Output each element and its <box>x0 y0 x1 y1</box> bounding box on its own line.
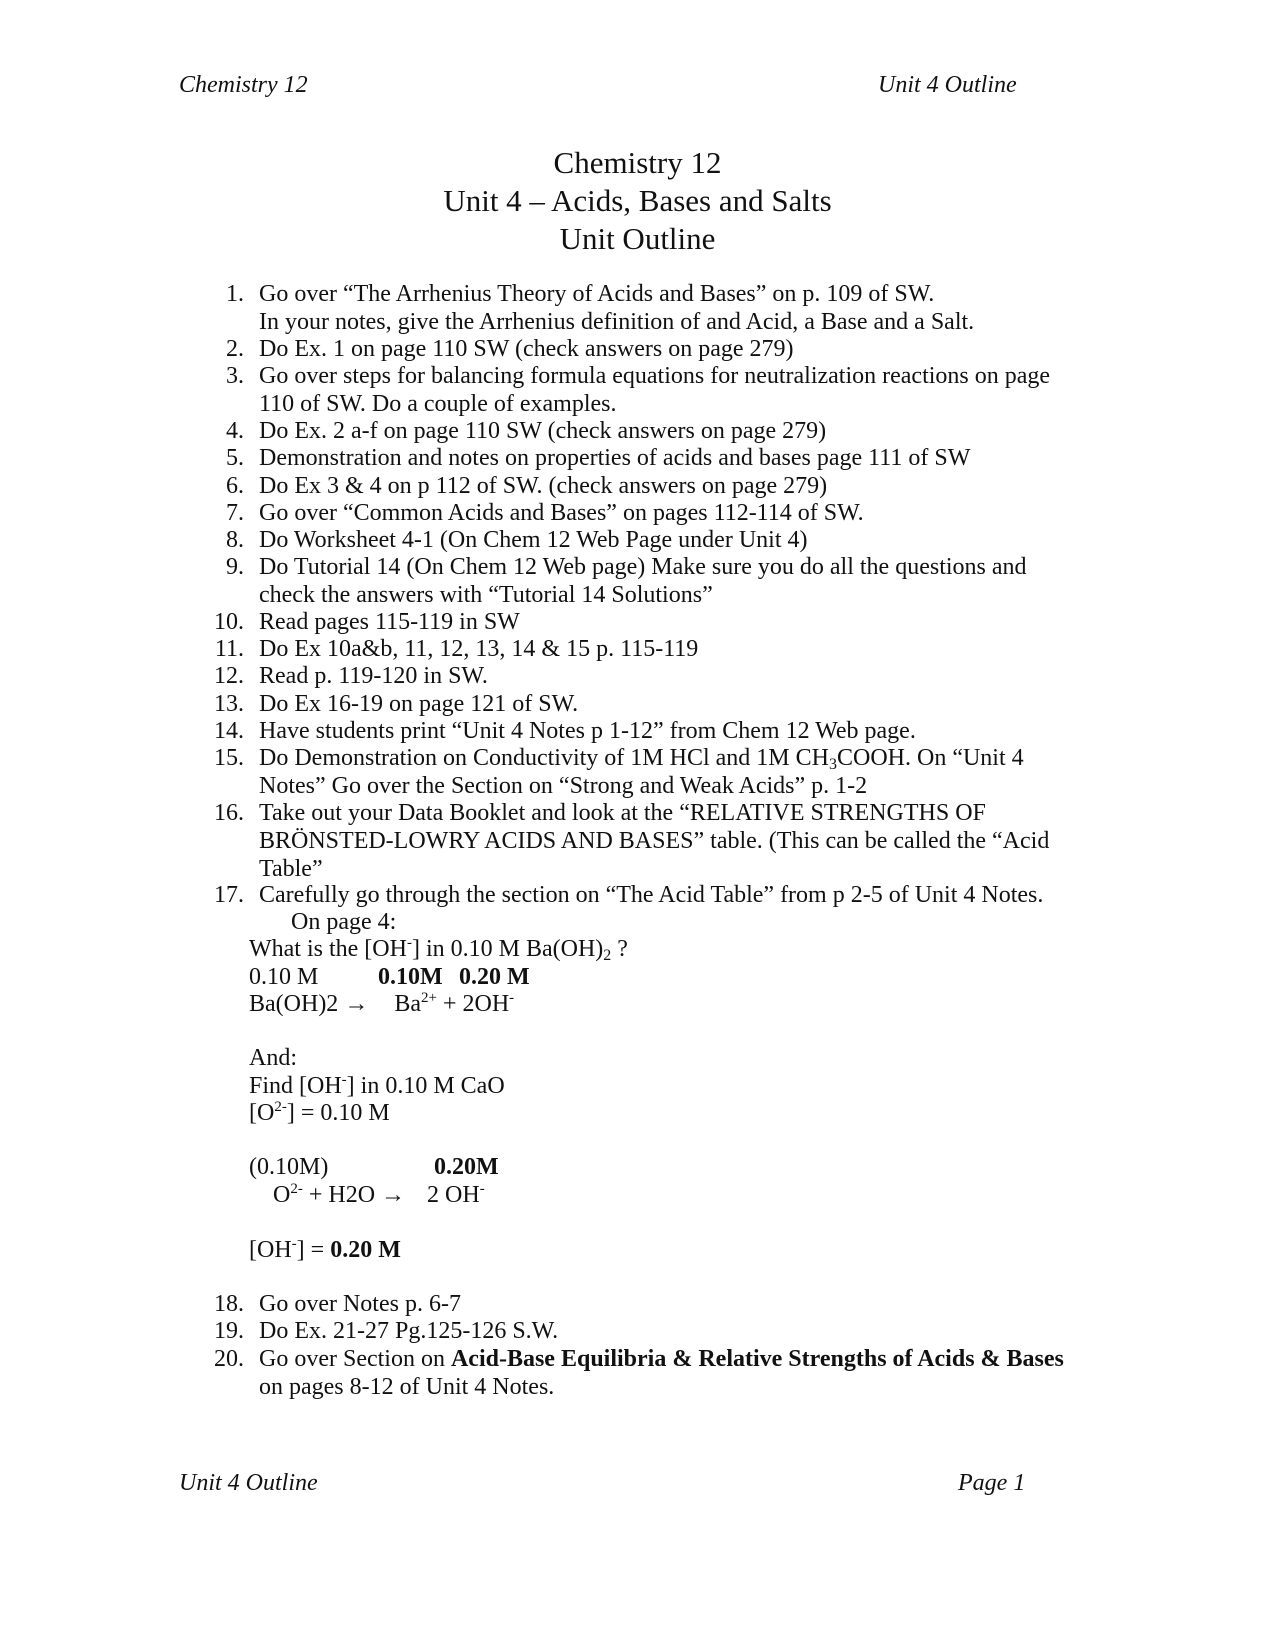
item-text: Go over Section on Acid-Base Equilibria & Relative Strengths of Acids & Bases <box>259 1346 1064 1372</box>
title-line-1: Chemistry 12 <box>553 145 722 180</box>
item-text: Do Ex 10a&b, 11, 12, 13, 14 & 15 p. 115-119 <box>259 636 699 662</box>
item-text: BRÖNSTED-LOWRY ACIDS AND BASES” table. (This can be called the “Acid <box>259 828 1050 854</box>
item-number: 16. <box>214 800 244 826</box>
item-number: 1. <box>226 281 244 307</box>
concentration-value: 0.10 M <box>249 964 319 990</box>
oxide-concentration: $[O^{2-}] = 0.10$ M <box>249 1099 390 1126</box>
equation-1: $Ba(OH)2 \to Ba^{2+} + 2OH^-$ <box>249 990 515 1017</box>
concentration-value: 0.20M <box>434 1154 499 1180</box>
item-text: Do Ex. 1 on page 110 SW (check answers on page 279) <box>259 336 794 362</box>
item-text: Go over “Common Acids and Bases” on pages 112-114 of SW. <box>259 500 864 526</box>
item-number: 9. <box>226 554 244 580</box>
item-number: 12. <box>214 663 244 689</box>
example-question-2: Find [OH-] in 0.10 M CaO <box>249 1072 505 1099</box>
header-left: Chemistry 12 <box>179 72 308 98</box>
item-number: 13. <box>214 691 244 717</box>
item-text: Do Demonstration on Conductivity of 1M HCl and 1M $CH_3COOH$. On “Unit 4 <box>259 745 1024 773</box>
concentration-value: (0.10M) <box>249 1154 329 1180</box>
item-text: In your notes, give the Arrhenius definition of and Acid, a Base and a Salt. <box>259 309 975 335</box>
item-number: 10. <box>214 609 244 635</box>
item-text: Read p. 119-120 in SW. <box>259 663 488 689</box>
item-number: 8. <box>226 527 244 553</box>
concentration-value: 0.20 M <box>459 964 530 990</box>
item-text: Go over steps for balancing formula equations for neutralization reactions on page <box>259 363 1051 389</box>
header-right: Unit 4 Outline <box>878 72 1017 98</box>
item-number: 14. <box>214 718 244 744</box>
title-line-2: Unit 4 – Acids, Bases and Salts <box>443 183 832 218</box>
item-text: Read pages 115-119 in SW <box>259 609 520 635</box>
item-text: Do Ex. 21-27 Pg.125-126 S.W. <box>259 1318 559 1344</box>
item-text: Do Worksheet 4-1 (On Chem 12 Web Page under Unit 4) <box>259 527 808 553</box>
item-number: 7. <box>226 500 244 526</box>
item-text: check the answers with “Tutorial 14 Solutions” <box>259 582 713 608</box>
example-result: [OH-] = 0.20 M <box>249 1236 401 1263</box>
item-number: 3. <box>226 363 244 389</box>
example-and: And: <box>249 1045 297 1071</box>
title-line-3: Unit Outline <box>559 221 716 256</box>
page-number: Page 1 <box>958 1470 1026 1496</box>
item-text: Have students print “Unit 4 Notes p 1-12” from Chem 12 Web page. <box>259 718 916 744</box>
equation-2: $O^{2-} + H2O \to 2$ OH- <box>273 1181 485 1208</box>
item-number: 17. <box>214 882 244 908</box>
item-text: Demonstration and notes on properties of acids and bases page 111 of SW <box>259 445 971 471</box>
item-text: Go over “The Arrhenius Theory of Acids and Bases” on p. 109 of SW. <box>259 281 935 307</box>
item-text: 110 of SW. Do a couple of examples. <box>259 391 617 417</box>
item-text: Do Tutorial 14 (On Chem 12 Web page) Make sure you do all the questions and <box>259 554 1027 580</box>
item-text: Notes” Go over the Section on “Strong and Weak Acids” p. 1-2 <box>259 773 868 799</box>
item-text: Carefully go through the section on “The Acid Table” from p 2-5 of Unit 4 Notes. <box>259 882 1044 908</box>
footer-left: Unit 4 Outline <box>179 1470 318 1496</box>
item-number: 4. <box>226 418 244 444</box>
item-text: on pages 8-12 of Unit 4 Notes. <box>259 1374 555 1400</box>
item-text: Do Ex. 2 a-f on page 110 SW (check answers on page 279) <box>259 418 827 444</box>
item-number: 11. <box>214 636 244 662</box>
concentration-value: 0.10M <box>378 964 443 990</box>
example-page-ref: On page 4: <box>291 909 397 935</box>
item-number: 2. <box>226 336 244 362</box>
item-number: 18. <box>214 1291 244 1317</box>
item-text: Go over Notes p. 6-7 <box>259 1291 461 1317</box>
example-question: What is the [OH-] in 0.10 M $Ba(OH)_2$ ? <box>249 935 628 964</box>
item-number: 5. <box>226 445 244 471</box>
item-number: 15. <box>214 745 244 771</box>
item-text: Do Ex 3 & 4 on p 112 of SW. (check answers on page 279) <box>259 473 828 499</box>
item-number: 19. <box>214 1318 244 1344</box>
arrow-icon: → <box>344 991 369 1017</box>
document-title <box>0 144 1275 258</box>
item-text: Take out your Data Booklet and look at the “RELATIVE STRENGTHS OF <box>259 800 986 826</box>
item-text: Table” <box>259 856 323 882</box>
item-number: 20. <box>214 1346 244 1372</box>
item-number: 6. <box>226 473 244 499</box>
item-text: Do Ex 16-19 on page 121 of SW. <box>259 691 579 717</box>
arrow-icon: → <box>381 1182 406 1208</box>
